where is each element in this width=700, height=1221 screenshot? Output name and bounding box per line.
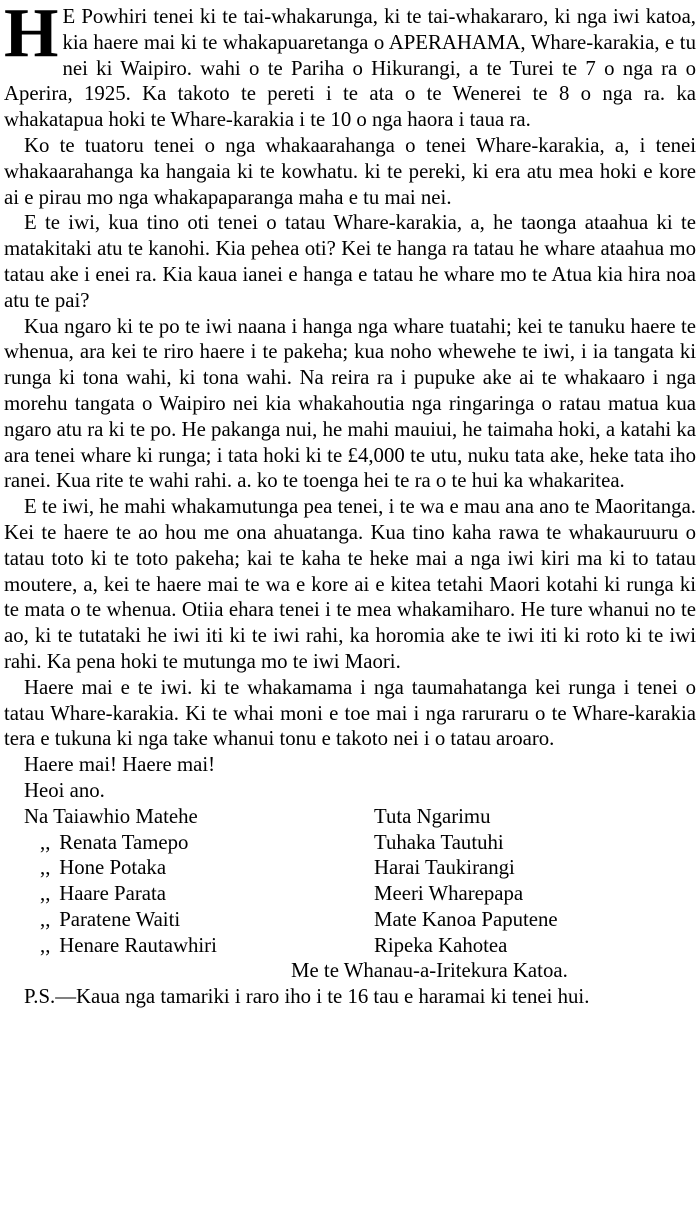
signatory-left	[24, 881, 374, 907]
signatory-left	[24, 830, 374, 856]
signatory-name: Henare Rautawhiri	[59, 933, 217, 957]
signatory-row	[4, 855, 696, 881]
signatory-left	[24, 933, 374, 959]
signatory-right: Tuhaka Tautuhi	[374, 830, 504, 854]
signatory-name: Na Taiawhio Matehe	[24, 804, 198, 828]
greeting-line: Haere mai! Haere mai!	[24, 753, 216, 777]
postscript: P.S.—Kaua nga tamariki i raro iho i te 16 tau e haramai ki tenei hui.	[24, 985, 590, 1009]
signatory-right: Harai Taukirangi	[374, 856, 515, 880]
signatory-name: Haare Parata	[59, 882, 167, 906]
paragraph-completed: E te iwi, kua tino oti tenei o tatau Whare-karakia, a, he taonga ataahua ki te matakitaki atu te kanohi. Kia pehea oti? Kei te hanga ra tatau he whare ataahua mo tatau ake i enei ra. Kia kaua ianei e hanga e tatau he whare mo te Atua kia hira noa atu te pai?	[4, 211, 696, 312]
signatory-name: Renata Tamepo	[59, 830, 189, 854]
ditto-mark: ,,	[40, 830, 51, 854]
closing-phrase: Heoi ano.	[24, 778, 105, 802]
signatory-left	[24, 804, 374, 830]
signatory-right: Tuta Ngarimu	[374, 804, 491, 828]
signatory-row	[4, 804, 696, 830]
ditto-mark: ,,	[40, 882, 51, 906]
paragraph-appeal: Haere mai e te iwi. ki te whakamama i nga taumahatanga kei runga i tenei o tatau Whare-karakia. Ki te whai moni e toe mai i nga raruraru o te Whare-karakia tera e tukuna ki nga take whanui tonu e takoto nei i o tatau aroaro.	[4, 675, 696, 751]
signatory-right: Ripeka Kahotea	[374, 933, 508, 957]
paragraph-building: Ko te tuatoru tenei o nga whakaarahanga o tenei Whare-karakia, a, i tenei whakaarahanga ka hangaia ki te kowhatu. ki te pereki, ki era atu mea hoki e kore ai e pirau mo nga whakapaparanga maha e tu mai nei.	[4, 133, 696, 209]
signatories	[4, 804, 696, 959]
paragraph-invitation	[4, 0, 696, 133]
ditto-mark: ,,	[40, 933, 51, 957]
ditto-mark: ,,	[40, 856, 51, 880]
paragraph-invitation-text: E Powhiri tenei ki te tai-whakarunga, ki te tai-whakararo, ki nga iwi katoa, kia haere mai ki te whakapuaretanga o APERAHAMA, Whare-karakia, e tu nei ki Waipiro. wahi o te Pariha o Hikurangi, a te Turei te 7 o nga ra o Aperira, 1925. Ka takoto te pereti i te ata o te Wenerei te 8 o nga ra. ka whakatapua hoki te Whare-karakia i te 10 o nga haora i taua ra.	[4, 5, 696, 132]
signatory-row	[4, 830, 696, 856]
paragraph-history: Kua ngaro ki te po te iwi naana i hanga nga whare tuatahi; kei te tanuku haere te whenua, ara kei te riro haere i te pakeha; kua noho whewehe te iwi, i ia tangata ki runga ki tona wahi, ki tona wahi. Na reira ra i pupuke ake ai te whakaaro i nga morehu tangata o Waipiro nei kia whakahoutia nga ringaringa o ratau matua kua ngaro atu ra ki te po. He pakanga nui, he mahi mauiui, he taimaha hoki, a katahi ka ara tenei whare ki runga; i tata hoki ki te £4,000 te utu, nuku tata ake, heke tata iho ranei. Kua rite te wahi rahi. a. ko te toenga hei te ra o te hui ka whakaritea.	[4, 314, 696, 493]
drop-cap: H	[4, 0, 59, 72]
ditto-mark: ,,	[40, 907, 51, 931]
signatory-left	[24, 907, 374, 933]
signatory-right: Meeri Wharepapa	[374, 882, 524, 906]
paragraph-maoritanga: E te iwi, he mahi whakamutunga pea tenei, i te wa e mau ana ano te Maoritanga. Kei te haere te ao hou me ona ahuatanga. Kua tino kaha rawa te whakauruuru o tatau toto ki te toto pakeha; kai te kaha te heke mai a nga iwi kiri ma ki to tatau moutere, a, kei te haere mai te wa e kore ai e kitea tetahi Maori kotahi ki runga ki te mata o te whenua. Otiia ehara tenei i te mea whakamiharo. He ture whanui no te ao, ki te tutataki he iwi iti ki te iwi rahi, ka horomia ake te iwi iti ki roto ki te iwi rahi. Ka pena hoki te mutunga mo te iwi Maori.	[4, 495, 696, 673]
signatory-name: Paratene Waiti	[59, 907, 181, 931]
signatory-row	[4, 881, 696, 907]
signatory-row	[4, 907, 696, 933]
signatory-row	[4, 933, 696, 959]
family-line: Me te Whanau-a-Iritekura Katoa.	[291, 959, 568, 983]
signatory-right: Mate Kanoa Paputene	[374, 907, 558, 931]
signatory-left	[24, 855, 374, 881]
signatory-name: Hone Potaka	[59, 856, 167, 880]
